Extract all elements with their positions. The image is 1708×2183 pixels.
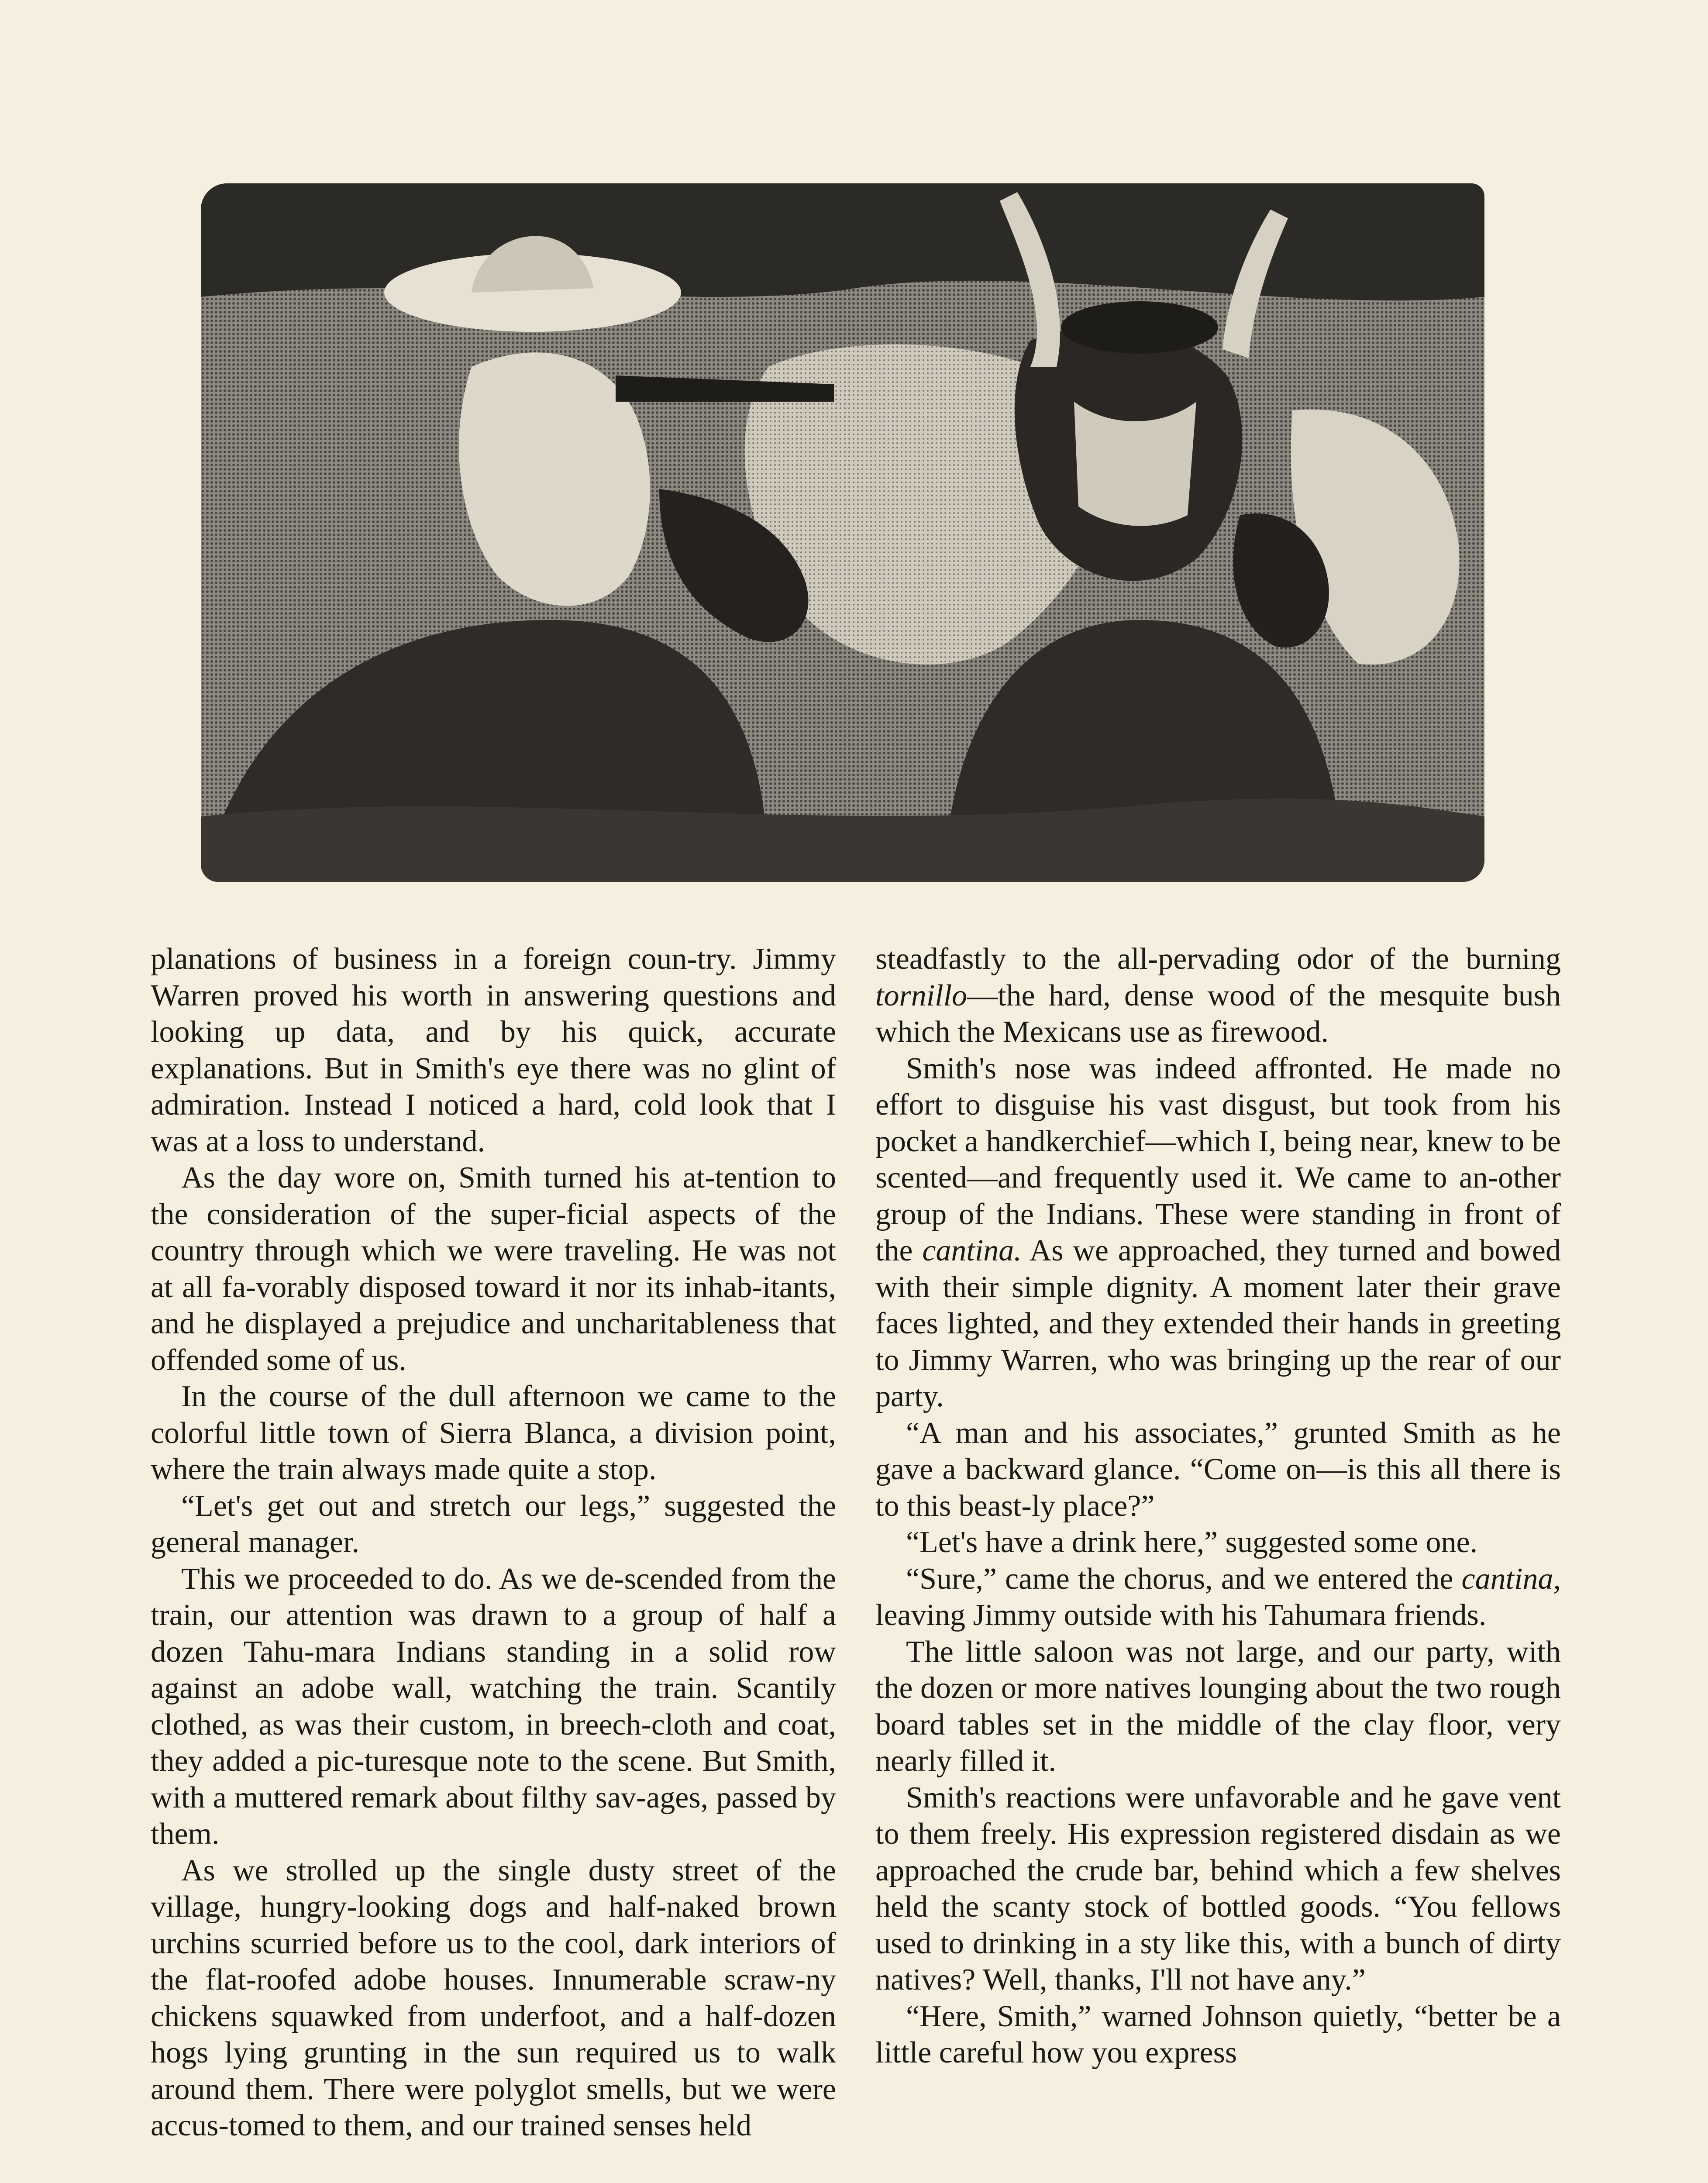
paragraph: As the day wore on, Smith turned his at-tention to the consideration of the super-ficial aspects of the country through which we were traveling. He was not at all fa-vorably disposed toward it nor its inhab-itants, and he displayed a prejudice and uncharitableness that offended some of us. xyxy=(151,1161,836,1377)
paragraph: The little saloon was not large, and our party, with the dozen or more natives lounging about the two rough board tables set in the middle of the clay floor, very nearly filled it. xyxy=(875,1635,1561,1778)
illustration-drawing xyxy=(201,183,1484,882)
paragraph: steadfastly to the all-pervading odor of the burning tornillo—the hard, dense wood of the mesquite bush which the Mexicans use as firewood. xyxy=(875,942,1561,1049)
paragraph: “Let's have a drink here,” suggested some one. xyxy=(906,1525,1478,1559)
paragraph: Smith's nose was indeed affronted. He made no effort to disguise his vast disgust, but took from his pocket a handkerchief—which I, being near, knew to be scented—and frequently used it. We came to an-other group of the Indians. These were standing in front of the cantina. As we approached, they turned and bowed with their simple dignity. A moment later their grave faces lighted, and they extended their hands in greeting to Jimmy Warren, who was bringing up the rear of our party. xyxy=(875,1051,1561,1413)
text-column-left xyxy=(151,941,836,2144)
western-holdup-illustration xyxy=(201,183,1484,882)
paragraph: “Here, Smith,” warned Johnson quietly, “better be a little careful how you express xyxy=(875,1999,1561,2069)
paragraph: “Sure,” came the chorus, and we entered the cantina, leaving Jimmy outside with his Tahumara friends. xyxy=(875,1562,1561,1632)
paragraph: In the course of the dull afternoon we came to the colorful little town of Sierra Blanca, a division point, where the train always made quite a stop. xyxy=(151,1380,836,1486)
paragraph: “A man and his associates,” grunted Smith as he gave a backward glance. “Come on—is this all there is to this beast-ly place?” xyxy=(875,1416,1561,1523)
paragraph: “Let's get out and stretch our legs,” suggested the general manager. xyxy=(151,1489,836,1559)
paragraph: This we proceeded to do. As we de-scended from the train, our attention was drawn to a group of half a dozen Tahu-mara Indians standing in a solid row against an adobe wall, watching the train. Scantily clothed, as was their custom, in breech-cloth and coat, they added a pic-turesque note to the scene. But Smith, with a muttered remark about filthy sav-ages, passed by them. xyxy=(151,1562,836,1851)
text-column-right xyxy=(875,941,1561,2071)
paragraph: Smith's reactions were unfavorable and he gave vent to them freely. His expression registered disdain as we approached the crude bar, behind which a few shelves held the scanty stock of bottled goods. “You fellows used to drinking in a sty like this, with a bunch of dirty natives? Well, thanks, I'll not have any.” xyxy=(875,1780,1561,1997)
paragraph: planations of business in a foreign coun-try. Jimmy Warren proved his worth in answering questions and looking up data, and by his quick, accurate explanations. But in Smith's eye there was no glint of admiration. Instead I noticed a hard, cold look that I was at a loss to understand. xyxy=(151,942,836,1158)
paragraph: As we strolled up the single dusty street of the village, hungry-looking dogs and half-naked brown urchins scurried before us to the cool, dark interiors of the flat-roofed adobe houses. Innumerable scraw-ny chickens squawked from underfoot, and a half-dozen hogs lying grunting in the sun required us to walk around them. There were polyglot smells, but we were accus-tomed to them, and our trained senses held xyxy=(151,1853,836,2142)
